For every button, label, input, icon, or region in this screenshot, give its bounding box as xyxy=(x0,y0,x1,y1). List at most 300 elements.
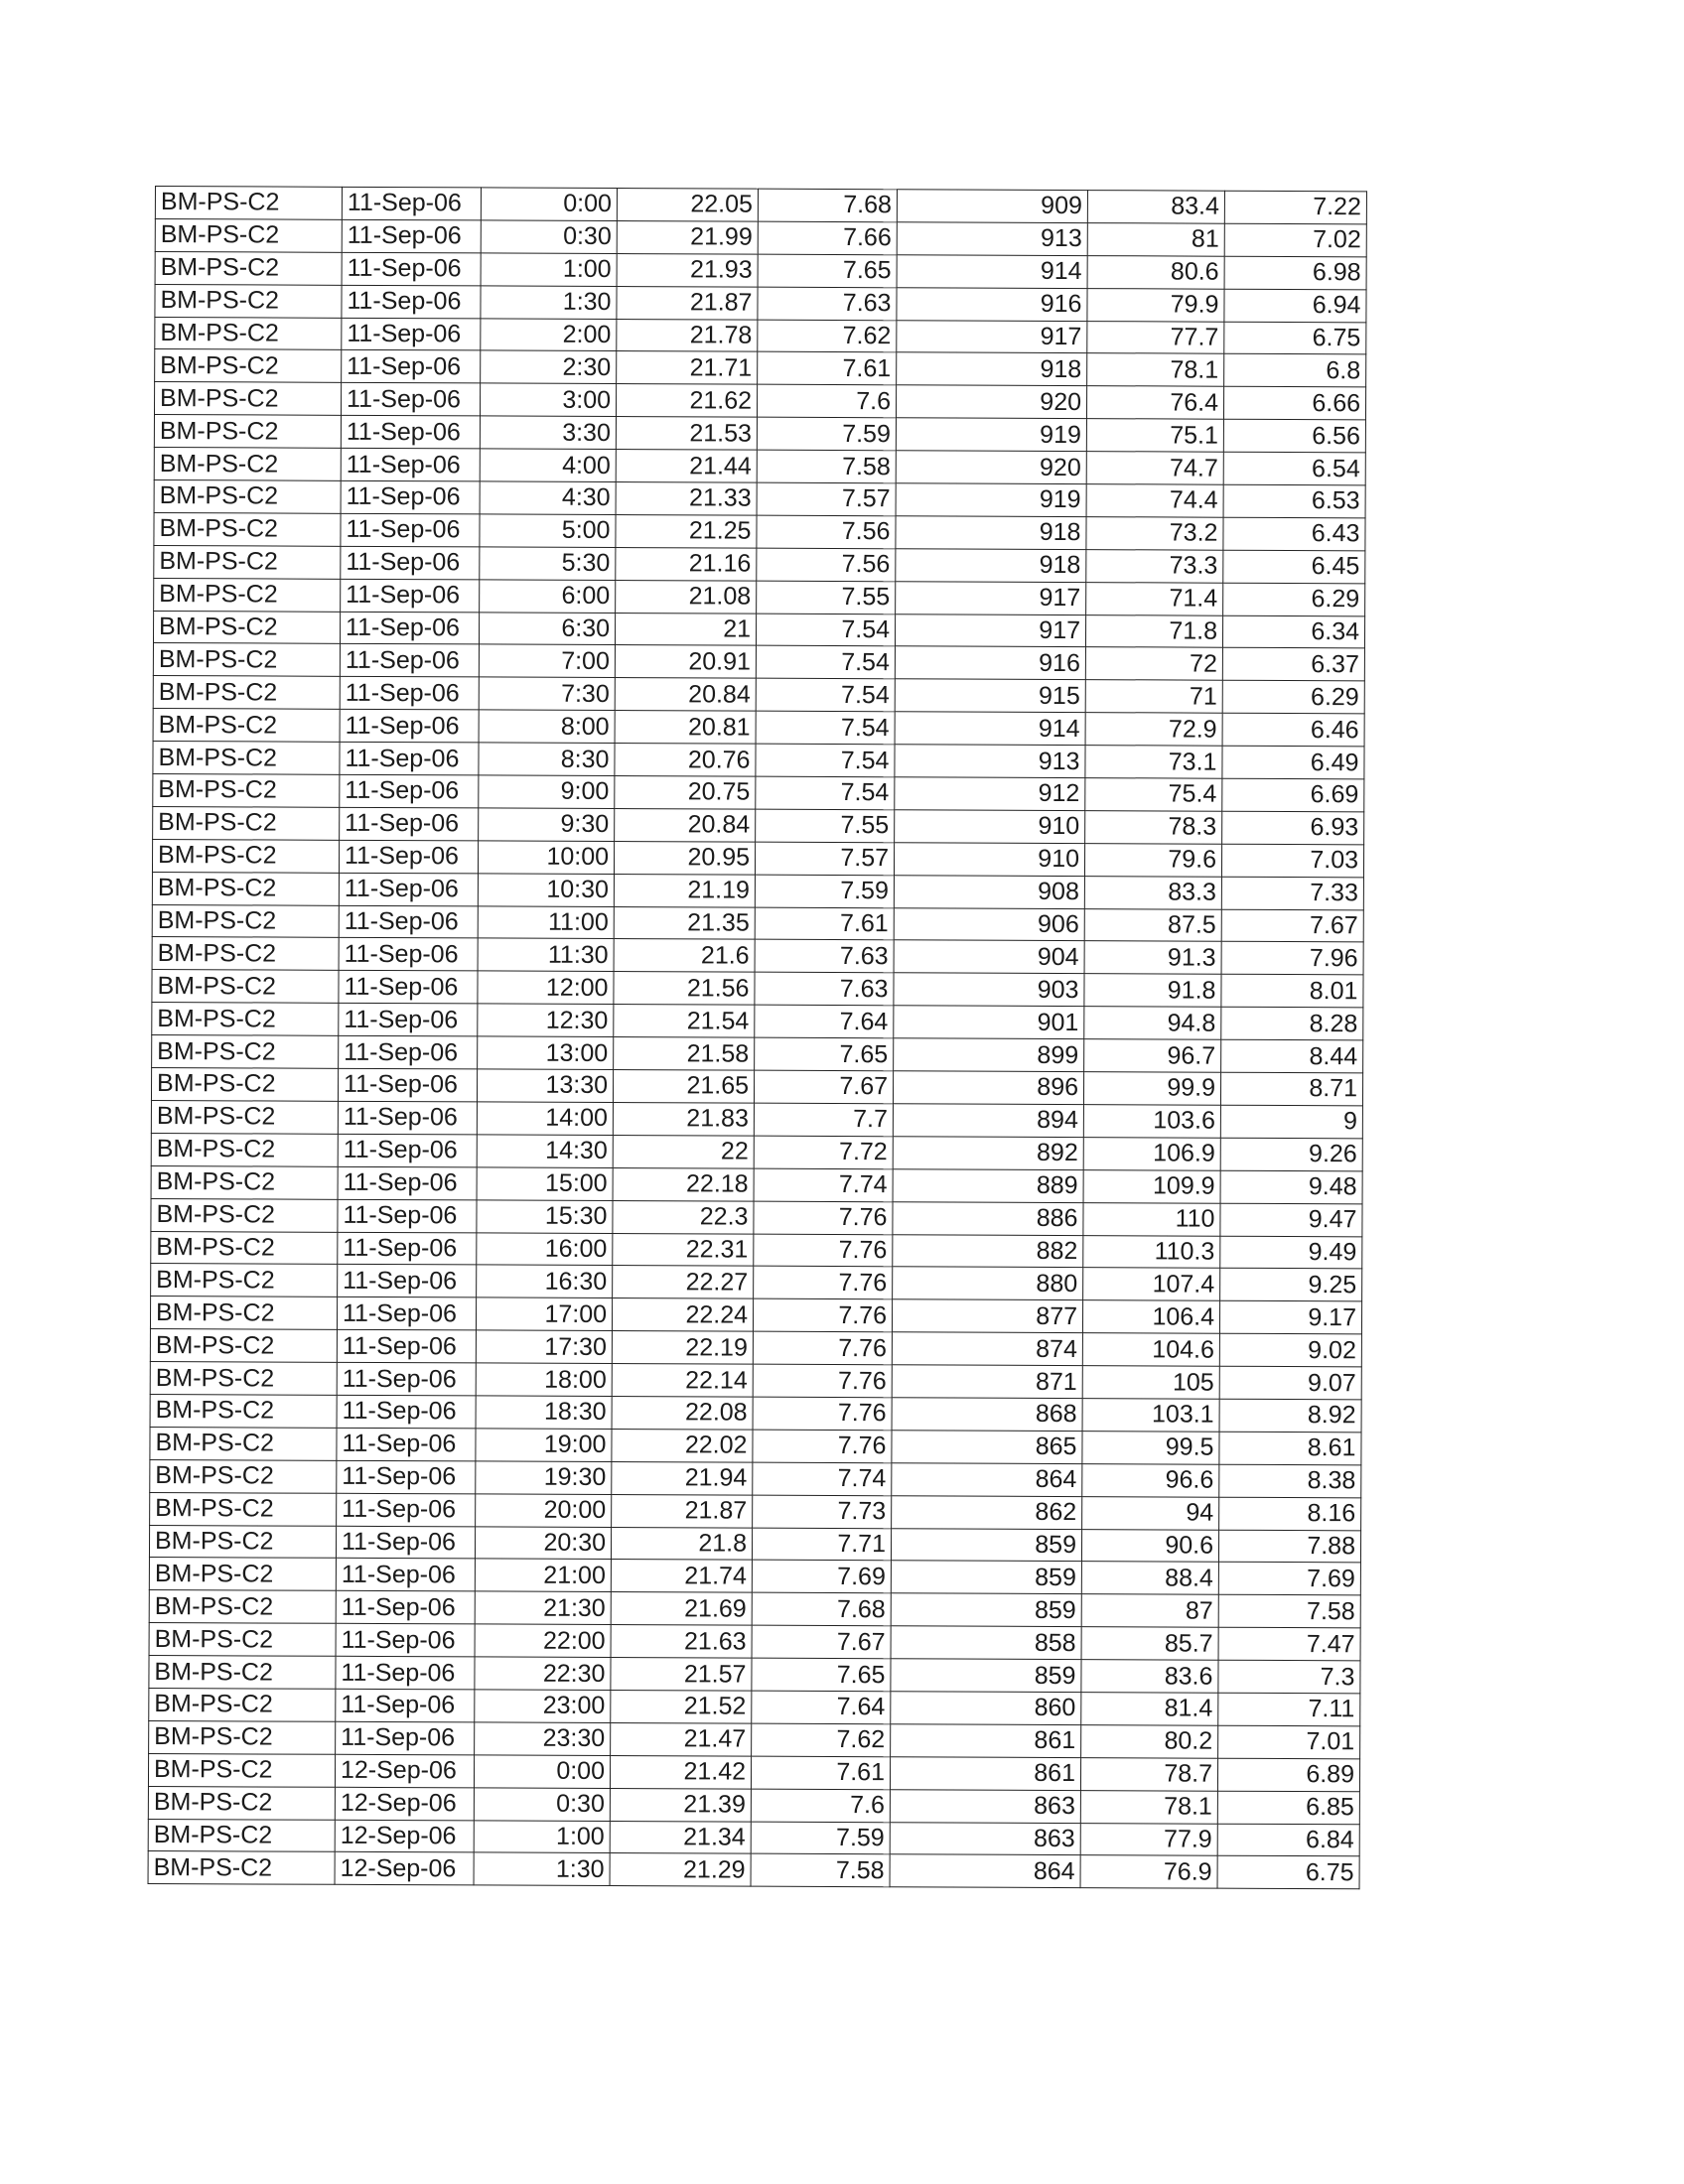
value-cell: 21.44 xyxy=(616,450,757,483)
table-row xyxy=(153,774,1364,812)
value-cell: 9.49 xyxy=(1220,1236,1362,1270)
date-cell: 11-Sep-06 xyxy=(338,1265,477,1298)
value-cell: 8.71 xyxy=(1220,1072,1362,1106)
time-cell: 22:30 xyxy=(475,1657,611,1690)
data-table-body xyxy=(148,187,1366,1890)
table-row xyxy=(153,611,1364,648)
date-cell: 11-Sep-06 xyxy=(336,1623,475,1657)
value-cell: 7.54 xyxy=(756,711,895,745)
site-id-cell: BM-PS-C2 xyxy=(152,1003,339,1036)
value-cell: 20.95 xyxy=(614,841,755,875)
time-cell: 6:30 xyxy=(479,613,615,645)
site-id-cell: BM-PS-C2 xyxy=(150,1492,337,1526)
date-cell: 12-Sep-06 xyxy=(335,1787,474,1821)
value-cell: 7.61 xyxy=(755,907,894,941)
value-cell: 859 xyxy=(891,1593,1081,1627)
date-cell: 11-Sep-06 xyxy=(337,1297,476,1331)
site-id-cell: BM-PS-C2 xyxy=(154,578,341,612)
value-cell: 8.92 xyxy=(1219,1399,1361,1433)
time-cell: 8:30 xyxy=(479,743,615,775)
date-cell: 11-Sep-06 xyxy=(337,1395,476,1429)
value-cell: 863 xyxy=(890,1822,1080,1855)
table-row xyxy=(150,1394,1361,1432)
value-cell: 103.6 xyxy=(1083,1105,1220,1138)
value-cell: 899 xyxy=(894,1038,1084,1072)
time-cell: 7:30 xyxy=(479,677,615,710)
date-cell: 11-Sep-06 xyxy=(337,1329,476,1363)
value-cell: 7.11 xyxy=(1218,1693,1360,1726)
value-cell: 874 xyxy=(892,1332,1082,1366)
value-cell: 107.4 xyxy=(1083,1268,1220,1300)
value-cell: 6.56 xyxy=(1223,419,1365,453)
value-cell: 915 xyxy=(895,679,1085,713)
value-cell: 7.59 xyxy=(751,1822,890,1855)
date-cell: 11-Sep-06 xyxy=(341,480,480,514)
site-id-cell: BM-PS-C2 xyxy=(155,317,342,350)
value-cell: 78.3 xyxy=(1085,811,1222,844)
value-cell: 22.08 xyxy=(612,1396,753,1430)
date-cell: 11-Sep-06 xyxy=(339,1004,478,1037)
value-cell: 7.76 xyxy=(754,1201,893,1235)
table-row xyxy=(151,1165,1362,1203)
time-cell: 0:30 xyxy=(481,220,617,253)
site-id-cell: BM-PS-C2 xyxy=(153,611,340,644)
time-cell: 14:00 xyxy=(477,1102,613,1135)
site-id-cell: BM-PS-C2 xyxy=(152,937,339,971)
value-cell: 6.37 xyxy=(1222,648,1364,682)
value-cell: 74.7 xyxy=(1086,452,1223,484)
value-cell: 918 xyxy=(896,549,1086,583)
date-cell: 12-Sep-06 xyxy=(335,1852,474,1886)
value-cell: 7.74 xyxy=(753,1462,892,1496)
value-cell: 886 xyxy=(893,1201,1083,1235)
table-row xyxy=(150,1492,1361,1530)
value-cell: 7.03 xyxy=(1221,844,1363,878)
value-cell: 8.44 xyxy=(1221,1039,1363,1073)
value-cell: 6.49 xyxy=(1222,746,1364,779)
value-cell: 917 xyxy=(897,320,1087,353)
site-id-cell: BM-PS-C2 xyxy=(152,904,339,938)
value-cell: 906 xyxy=(894,907,1084,941)
table-row xyxy=(149,1558,1360,1595)
value-cell: 21.33 xyxy=(616,482,757,516)
table-row xyxy=(154,545,1365,583)
value-cell: 7.54 xyxy=(756,744,895,777)
date-cell: 11-Sep-06 xyxy=(340,742,479,775)
date-cell: 11-Sep-06 xyxy=(339,905,478,939)
value-cell: 7.69 xyxy=(752,1561,891,1594)
value-cell: 904 xyxy=(894,940,1084,974)
date-cell: 11-Sep-06 xyxy=(338,1134,477,1167)
table-row xyxy=(153,643,1364,681)
value-cell: 99.5 xyxy=(1082,1431,1219,1463)
value-cell: 21.63 xyxy=(611,1625,752,1659)
value-cell: 7.63 xyxy=(755,973,894,1007)
value-cell: 21.16 xyxy=(616,547,757,581)
value-cell: 861 xyxy=(890,1756,1080,1790)
value-cell: 8.16 xyxy=(1219,1497,1361,1531)
time-cell: 11:00 xyxy=(478,906,614,939)
value-cell: 9.07 xyxy=(1219,1366,1361,1400)
table-row xyxy=(152,1035,1363,1073)
value-cell: 7.64 xyxy=(755,1005,894,1038)
value-cell: 6.43 xyxy=(1223,517,1365,551)
site-id-cell: BM-PS-C2 xyxy=(155,251,342,285)
time-cell: 1:30 xyxy=(474,1852,610,1885)
value-cell: 21.87 xyxy=(617,286,758,320)
value-cell: 21.78 xyxy=(617,319,758,352)
value-cell: 80.2 xyxy=(1081,1724,1218,1757)
value-cell: 110.3 xyxy=(1083,1235,1220,1268)
site-id-cell: BM-PS-C2 xyxy=(153,676,340,710)
value-cell: 21.93 xyxy=(617,253,758,287)
value-cell: 9.02 xyxy=(1219,1333,1361,1367)
value-cell: 909 xyxy=(897,190,1087,223)
time-cell: 12:00 xyxy=(478,971,614,1004)
date-cell: 11-Sep-06 xyxy=(341,513,480,547)
value-cell: 6.45 xyxy=(1223,550,1365,584)
value-cell: 90.6 xyxy=(1081,1529,1218,1562)
date-cell: 11-Sep-06 xyxy=(342,219,481,253)
table-row xyxy=(152,937,1363,975)
value-cell: 22.27 xyxy=(613,1266,754,1299)
value-cell: 880 xyxy=(893,1267,1083,1300)
value-cell: 78.7 xyxy=(1080,1757,1217,1790)
table-row xyxy=(149,1688,1360,1725)
time-cell: 21:30 xyxy=(475,1591,611,1624)
value-cell: 85.7 xyxy=(1081,1627,1218,1660)
value-cell: 81 xyxy=(1087,222,1224,255)
value-cell: 8.28 xyxy=(1221,1007,1363,1040)
value-cell: 71 xyxy=(1085,680,1222,713)
site-id-cell: BM-PS-C2 xyxy=(155,218,342,252)
value-cell: 7.3 xyxy=(1218,1660,1360,1694)
date-cell: 11-Sep-06 xyxy=(338,1101,477,1135)
value-cell: 7.67 xyxy=(754,1070,893,1104)
site-id-cell: BM-PS-C2 xyxy=(150,1459,337,1493)
value-cell: 103.1 xyxy=(1082,1399,1219,1432)
time-cell: 14:30 xyxy=(477,1135,613,1167)
value-cell: 9.48 xyxy=(1220,1170,1362,1204)
time-cell: 5:00 xyxy=(480,514,616,547)
time-cell: 20:00 xyxy=(476,1494,612,1527)
table-row xyxy=(152,970,1363,1008)
site-id-cell: BM-PS-C2 xyxy=(153,774,340,808)
value-cell: 71.8 xyxy=(1085,614,1222,647)
value-cell: 7.76 xyxy=(753,1430,892,1463)
value-cell: 22 xyxy=(613,1135,754,1168)
date-cell: 11-Sep-06 xyxy=(336,1526,475,1560)
value-cell: 7.6 xyxy=(757,384,896,418)
value-cell: 7.88 xyxy=(1218,1530,1360,1564)
value-cell: 7.56 xyxy=(757,548,896,582)
value-cell: 7.02 xyxy=(1224,223,1366,257)
value-cell: 9 xyxy=(1220,1105,1362,1139)
site-id-cell: BM-PS-C2 xyxy=(149,1558,336,1591)
value-cell: 75.1 xyxy=(1086,419,1223,452)
date-cell: 11-Sep-06 xyxy=(338,1068,477,1102)
value-cell: 7.54 xyxy=(756,776,895,810)
value-cell: 7.57 xyxy=(757,482,896,516)
date-cell: 11-Sep-06 xyxy=(342,252,481,286)
value-cell: 6.66 xyxy=(1223,387,1365,421)
time-cell: 6:00 xyxy=(480,580,616,613)
value-cell: 91.8 xyxy=(1084,974,1221,1007)
time-cell: 15:30 xyxy=(477,1200,613,1233)
value-cell: 7.01 xyxy=(1218,1725,1360,1759)
site-id-cell: BM-PS-C2 xyxy=(150,1394,337,1428)
value-cell: 96.7 xyxy=(1084,1039,1221,1072)
time-cell: 2:30 xyxy=(481,350,617,383)
table-row xyxy=(148,1851,1359,1889)
time-cell: 9:00 xyxy=(479,775,615,808)
value-cell: 7.62 xyxy=(752,1723,891,1757)
table-row xyxy=(150,1329,1361,1367)
value-cell: 894 xyxy=(893,1104,1083,1138)
value-cell: 94.8 xyxy=(1084,1007,1221,1039)
value-cell: 6.98 xyxy=(1224,256,1366,290)
date-cell: 11-Sep-06 xyxy=(339,971,478,1005)
site-id-cell: BM-PS-C2 xyxy=(154,415,341,449)
value-cell: 20.81 xyxy=(615,711,756,745)
table-row xyxy=(154,512,1365,550)
value-cell: 917 xyxy=(896,581,1086,614)
time-cell: 15:00 xyxy=(477,1167,613,1200)
value-cell: 918 xyxy=(896,516,1086,550)
site-id-cell: BM-PS-C2 xyxy=(153,742,340,775)
value-cell: 920 xyxy=(896,385,1086,419)
value-cell: 104.6 xyxy=(1082,1333,1219,1366)
value-cell: 7.68 xyxy=(752,1592,891,1626)
value-cell: 9.47 xyxy=(1220,1203,1362,1237)
table-row xyxy=(151,1198,1362,1236)
value-cell: 863 xyxy=(890,1789,1080,1823)
value-cell: 106.4 xyxy=(1082,1300,1219,1333)
value-cell: 877 xyxy=(892,1299,1082,1333)
date-cell: 11-Sep-06 xyxy=(340,644,479,678)
time-cell: 2:00 xyxy=(481,318,617,350)
site-id-cell: BM-PS-C2 xyxy=(149,1525,336,1559)
value-cell: 73.2 xyxy=(1086,517,1223,550)
date-cell: 11-Sep-06 xyxy=(342,318,481,351)
value-cell: 7.57 xyxy=(755,842,894,876)
time-cell: 10:00 xyxy=(478,841,614,874)
value-cell: 21.65 xyxy=(613,1070,754,1104)
value-cell: 91.3 xyxy=(1084,941,1221,974)
time-cell: 5:30 xyxy=(480,547,616,580)
value-cell: 21.8 xyxy=(611,1527,752,1561)
value-cell: 22.05 xyxy=(617,189,758,222)
time-cell: 23:30 xyxy=(475,1722,611,1755)
value-cell: 21.19 xyxy=(614,874,755,907)
time-cell: 17:00 xyxy=(476,1297,612,1330)
value-cell: 79.9 xyxy=(1087,288,1224,321)
date-cell: 11-Sep-06 xyxy=(338,1232,477,1266)
value-cell: 21.71 xyxy=(617,351,758,385)
value-cell: 6.89 xyxy=(1217,1758,1359,1792)
table-row xyxy=(152,872,1363,909)
value-cell: 7.47 xyxy=(1218,1627,1360,1661)
value-cell: 21.94 xyxy=(612,1461,753,1495)
site-id-cell: BM-PS-C2 xyxy=(151,1068,338,1102)
value-cell: 920 xyxy=(896,451,1086,484)
time-cell: 13:30 xyxy=(477,1069,613,1102)
value-cell: 21.57 xyxy=(611,1658,752,1692)
value-cell: 21.54 xyxy=(614,1005,755,1038)
value-cell: 889 xyxy=(893,1168,1083,1202)
table-row xyxy=(149,1720,1360,1758)
site-id-cell: BM-PS-C2 xyxy=(149,1623,336,1657)
date-cell: 11-Sep-06 xyxy=(339,938,478,972)
value-cell: 7.76 xyxy=(754,1267,893,1300)
table-row xyxy=(153,742,1364,779)
site-id-cell: BM-PS-C2 xyxy=(154,448,341,481)
value-cell: 21.99 xyxy=(617,220,758,254)
time-cell: 17:30 xyxy=(476,1330,612,1363)
value-cell: 7.54 xyxy=(756,646,895,680)
site-id-cell: BM-PS-C2 xyxy=(153,643,340,677)
value-cell: 20.84 xyxy=(615,678,756,712)
date-cell: 11-Sep-06 xyxy=(338,1166,477,1200)
value-cell: 864 xyxy=(892,1462,1082,1496)
table-row xyxy=(151,1231,1362,1269)
value-cell: 22.18 xyxy=(613,1167,754,1201)
date-cell: 11-Sep-06 xyxy=(340,807,479,841)
value-cell: 20.76 xyxy=(615,744,756,777)
value-cell: 78.1 xyxy=(1087,353,1224,386)
table-row xyxy=(148,1819,1359,1856)
value-cell: 7.33 xyxy=(1221,877,1363,910)
value-cell: 7.22 xyxy=(1224,191,1366,224)
value-cell: 21.34 xyxy=(610,1821,751,1854)
value-cell: 71.4 xyxy=(1086,582,1223,614)
time-cell: 11:30 xyxy=(478,938,614,971)
site-id-cell: BM-PS-C2 xyxy=(154,480,341,514)
site-id-cell: BM-PS-C2 xyxy=(153,806,340,840)
value-cell: 87.5 xyxy=(1084,908,1221,941)
value-cell: 860 xyxy=(891,1692,1081,1725)
value-cell: 908 xyxy=(894,875,1084,908)
value-cell: 21.08 xyxy=(616,580,757,614)
date-cell: 11-Sep-06 xyxy=(340,677,479,711)
value-cell: 7.67 xyxy=(1221,909,1363,943)
date-cell: 11-Sep-06 xyxy=(337,1493,476,1527)
value-cell: 83.3 xyxy=(1084,876,1221,908)
date-cell: 11-Sep-06 xyxy=(342,187,481,220)
value-cell: 871 xyxy=(892,1365,1082,1399)
value-cell: 9.17 xyxy=(1219,1300,1361,1334)
value-cell: 21.42 xyxy=(610,1755,751,1789)
value-cell: 21.58 xyxy=(614,1037,755,1071)
value-cell: 7.67 xyxy=(752,1625,891,1659)
date-cell: 11-Sep-06 xyxy=(341,383,480,417)
value-cell: 7.55 xyxy=(757,581,896,614)
value-cell: 914 xyxy=(897,255,1087,289)
value-cell: 6.54 xyxy=(1223,452,1365,485)
value-cell: 913 xyxy=(895,745,1085,778)
site-id-cell: BM-PS-C2 xyxy=(151,1133,338,1166)
value-cell: 7.96 xyxy=(1221,942,1363,976)
value-cell: 919 xyxy=(896,418,1086,452)
time-cell: 13:00 xyxy=(478,1036,614,1069)
date-cell: 12-Sep-06 xyxy=(335,1820,474,1853)
value-cell: 21.53 xyxy=(616,417,757,451)
date-cell: 11-Sep-06 xyxy=(339,873,478,906)
value-cell: 7.55 xyxy=(756,809,895,843)
time-cell: 19:30 xyxy=(476,1461,612,1494)
site-id-cell: BM-PS-C2 xyxy=(150,1329,337,1363)
value-cell: 861 xyxy=(891,1724,1081,1758)
table-row xyxy=(149,1623,1360,1661)
site-id-cell: BM-PS-C2 xyxy=(151,1264,338,1297)
value-cell: 868 xyxy=(892,1398,1082,1432)
site-id-cell: BM-PS-C2 xyxy=(150,1362,337,1396)
value-cell: 73.3 xyxy=(1086,549,1223,582)
time-cell: 23:00 xyxy=(475,1690,611,1722)
value-cell: 79.6 xyxy=(1084,843,1221,876)
value-cell: 21.87 xyxy=(612,1494,753,1528)
value-cell: 87 xyxy=(1081,1594,1218,1627)
table-row xyxy=(149,1656,1360,1694)
site-id-cell: BM-PS-C2 xyxy=(152,1035,339,1069)
value-cell: 7.54 xyxy=(756,679,895,713)
site-id-cell: BM-PS-C2 xyxy=(149,1590,336,1624)
value-cell: 7.74 xyxy=(754,1168,893,1202)
value-cell: 7.58 xyxy=(751,1854,890,1888)
value-cell: 912 xyxy=(895,777,1085,811)
site-id-cell: BM-PS-C2 xyxy=(148,1851,335,1885)
site-id-cell: BM-PS-C2 xyxy=(155,187,342,220)
site-id-cell: BM-PS-C2 xyxy=(148,1753,335,1787)
date-cell: 11-Sep-06 xyxy=(340,774,479,808)
time-cell: 22:00 xyxy=(475,1624,611,1657)
site-id-cell: BM-PS-C2 xyxy=(150,1427,337,1460)
value-cell: 109.9 xyxy=(1083,1169,1220,1202)
value-cell: 21.56 xyxy=(614,972,755,1006)
value-cell: 864 xyxy=(890,1854,1080,1888)
time-cell: 7:00 xyxy=(479,644,615,677)
value-cell: 106.9 xyxy=(1083,1137,1220,1169)
date-cell: 11-Sep-06 xyxy=(342,350,481,384)
value-cell: 859 xyxy=(891,1659,1081,1693)
value-cell: 882 xyxy=(893,1234,1083,1268)
value-cell: 7.59 xyxy=(757,417,896,451)
value-cell: 21.25 xyxy=(616,514,757,548)
value-cell: 6.29 xyxy=(1223,583,1365,616)
site-id-cell: BM-PS-C2 xyxy=(151,1231,338,1265)
value-cell: 20.91 xyxy=(615,645,756,679)
value-cell: 914 xyxy=(895,712,1085,746)
value-cell: 22.31 xyxy=(613,1233,754,1267)
value-cell: 7.63 xyxy=(755,940,894,974)
table-row xyxy=(153,709,1364,747)
value-cell: 7.69 xyxy=(1218,1563,1360,1596)
table-row xyxy=(151,1100,1362,1138)
value-cell: 858 xyxy=(891,1626,1081,1660)
value-cell: 7.63 xyxy=(758,287,897,321)
site-id-cell: BM-PS-C2 xyxy=(154,382,341,416)
date-cell: 11-Sep-06 xyxy=(336,1559,475,1592)
value-cell: 6.46 xyxy=(1222,713,1364,747)
value-cell: 9.25 xyxy=(1220,1269,1362,1302)
date-cell: 11-Sep-06 xyxy=(341,546,480,580)
value-cell: 76.9 xyxy=(1080,1855,1217,1888)
value-cell: 6.34 xyxy=(1222,615,1364,649)
table-row xyxy=(148,1753,1359,1791)
value-cell: 6.75 xyxy=(1224,322,1366,355)
site-id-cell: BM-PS-C2 xyxy=(149,1656,336,1690)
value-cell: 7.72 xyxy=(754,1136,893,1169)
